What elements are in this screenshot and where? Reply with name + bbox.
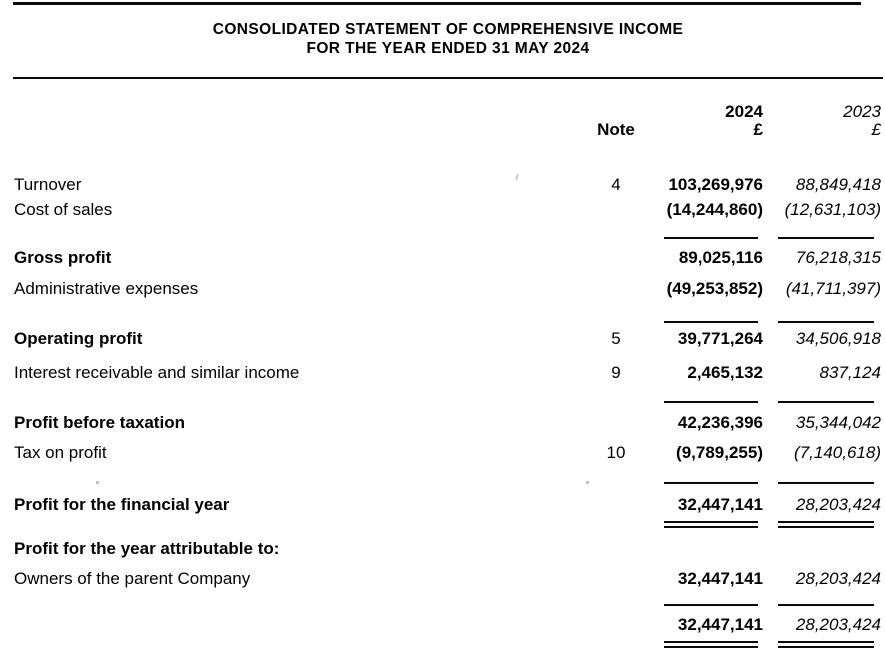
total-double-rule-2023 <box>778 526 874 528</box>
value-2024-gross-profit: 89,025,116 <box>678 248 763 267</box>
row-label-owners-parent-company: Owners of the parent Company <box>14 569 251 588</box>
value-2023-operating-profit: 34,506,918 <box>795 329 881 348</box>
subtotal-rule-2024 <box>664 482 758 484</box>
subtotal-rule-2024 <box>664 237 758 239</box>
value-2023-owners-parent-company: 28,203,424 <box>795 569 881 588</box>
row-label-cost-of-sales: Cost of sales <box>14 200 113 219</box>
row-label-profit-before-taxation: Profit before taxation <box>14 413 185 432</box>
value-2024-tax-on-profit: (9,789,255) <box>676 443 763 462</box>
note-turnover: 4 <box>611 175 621 194</box>
top-rule <box>13 2 861 5</box>
scan-artifact <box>515 174 519 180</box>
value-2024-owners-parent-company: 32,447,141 <box>677 569 763 588</box>
value-2024-attributable-total: 32,447,141 <box>677 615 763 634</box>
subtotal-rule-2023 <box>778 321 874 323</box>
value-2024-turnover: 103,269,976 <box>668 175 763 194</box>
total-double-rule-2023 <box>778 646 874 648</box>
value-2023-profit-financial-year: 28,203,424 <box>795 495 881 514</box>
value-2024-profit-financial-year: 32,447,141 <box>677 495 763 514</box>
scan-artifact <box>96 481 99 484</box>
note-tax-on-profit: 10 <box>606 443 626 462</box>
row-label-turnover: Turnover <box>14 175 82 194</box>
value-2023-cost-of-sales: (12,631,103) <box>784 200 881 219</box>
subtotal-rule-2023 <box>778 237 874 239</box>
value-2023-gross-profit: 76,218,315 <box>795 248 881 267</box>
value-2023-profit-before-taxation: 35,344,042 <box>795 413 881 432</box>
total-double-rule-2024 <box>664 641 758 643</box>
total-double-rule-2024 <box>664 526 758 528</box>
value-2024-interest-receivable: 2,465,132 <box>687 363 763 382</box>
row-label-operating-profit: Operating profit <box>14 329 143 348</box>
column-header-note: Note <box>597 120 635 139</box>
value-2024-administrative-expenses: (49,253,852) <box>666 279 763 298</box>
header-rule <box>13 77 883 79</box>
value-2023-tax-on-profit: (7,140,618) <box>794 443 881 462</box>
subtotal-rule-2023 <box>778 482 874 484</box>
subtotal-rule-2024 <box>664 401 758 403</box>
currency-header-2023: £ <box>871 120 881 139</box>
row-label-profit-financial-year: Profit for the financial year <box>14 495 230 514</box>
total-double-rule-2023 <box>778 521 874 523</box>
value-2024-cost-of-sales: (14,244,860) <box>666 200 763 219</box>
row-label-administrative-expenses: Administrative expenses <box>14 279 199 298</box>
scan-artifact <box>586 481 589 484</box>
statement-title <box>13 20 883 58</box>
title-line-2: FOR THE YEAR ENDED 31 MAY 2024 <box>306 40 590 57</box>
value-2023-interest-receivable: 837,124 <box>819 363 881 382</box>
row-label-interest-receivable: Interest receivable and similar income <box>14 363 300 382</box>
title-line-1: CONSOLIDATED STATEMENT OF COMPREHENSIVE INCOME <box>212 21 684 38</box>
row-label-tax-on-profit: Tax on profit <box>14 443 107 462</box>
value-2023-attributable-total: 28,203,424 <box>795 615 881 634</box>
currency-header-2024: £ <box>753 120 763 139</box>
row-label-attributable-heading: Profit for the year attributable to: <box>14 539 280 558</box>
value-2023-turnover: 88,849,418 <box>795 175 881 194</box>
value-2024-profit-before-taxation: 42,236,396 <box>677 413 763 432</box>
total-double-rule-2024 <box>664 521 758 523</box>
column-header-2024: 2024 <box>725 102 763 121</box>
row-label-gross-profit: Gross profit <box>14 248 112 267</box>
subtotal-rule-2024 <box>664 321 758 323</box>
subtotal-rule-2024 <box>664 604 758 606</box>
total-double-rule-2024 <box>664 646 758 648</box>
note-operating-profit: 5 <box>611 329 621 348</box>
note-interest-receivable: 9 <box>611 363 621 382</box>
subtotal-rule-2023 <box>778 604 874 606</box>
column-header-2023: 2023 <box>843 102 881 121</box>
value-2023-administrative-expenses: (41,711,397) <box>785 279 881 298</box>
subtotal-rule-2023 <box>778 401 874 403</box>
total-double-rule-2023 <box>778 641 874 643</box>
value-2024-operating-profit: 39,771,264 <box>677 329 763 348</box>
